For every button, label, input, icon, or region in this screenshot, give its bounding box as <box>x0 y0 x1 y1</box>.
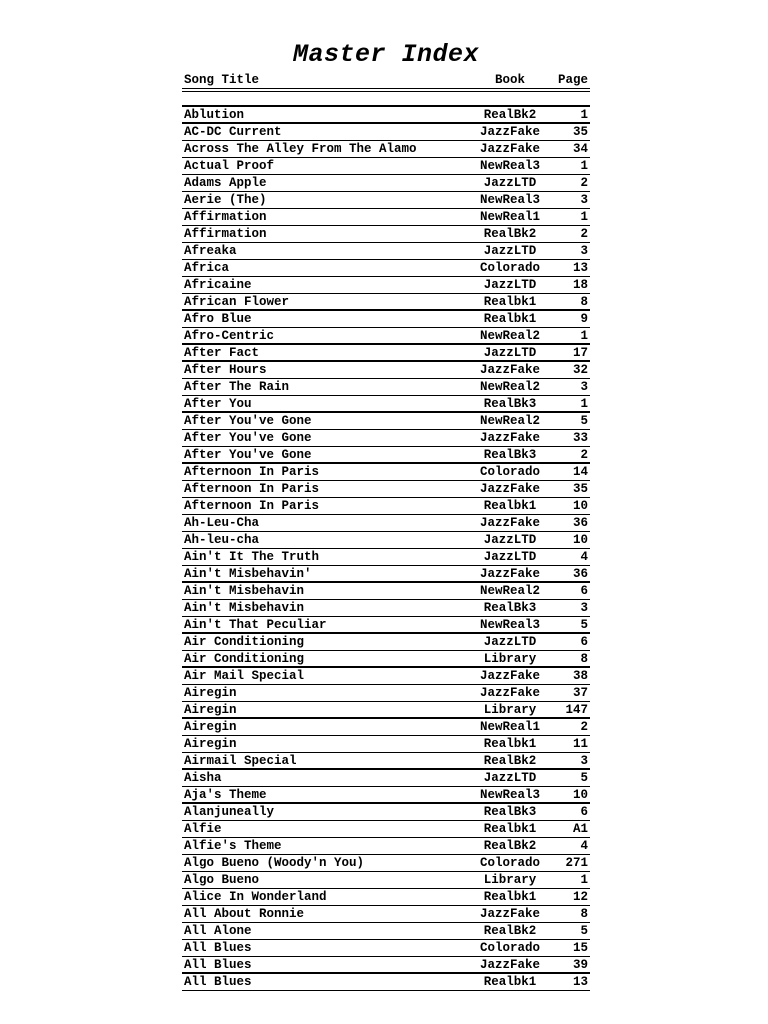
book-cell: Realbk1 <box>483 975 537 989</box>
table-row <box>182 294 590 311</box>
book-cell: JazzFake <box>479 363 540 377</box>
table-row <box>182 107 590 124</box>
page-cell: 4 <box>580 550 588 564</box>
table-row <box>182 328 590 345</box>
page-title: Master Index <box>292 40 480 69</box>
table-row <box>182 872 590 889</box>
song-title-cell: After Hours <box>184 363 267 377</box>
page-cell: 34 <box>572 142 588 156</box>
song-title-cell: Aisha <box>184 771 222 785</box>
song-title-cell: Affirmation <box>184 210 267 224</box>
page-cell: 2 <box>580 176 588 190</box>
song-title-cell: Alfie <box>184 822 222 836</box>
table-row <box>182 226 590 243</box>
song-title-cell: Ain't Misbehavin' <box>184 567 312 581</box>
page-cell: 3 <box>580 193 588 207</box>
page-cell: 36 <box>572 567 588 581</box>
book-cell: Realbk1 <box>483 312 537 326</box>
table-row <box>182 481 590 498</box>
page-cell: 6 <box>580 584 588 598</box>
song-title-cell: Adams Apple <box>184 176 267 190</box>
book-cell: JazzFake <box>479 431 540 445</box>
book-cell: Realbk1 <box>483 890 537 904</box>
page-cell: 39 <box>572 958 588 972</box>
book-cell: NewReal3 <box>479 193 540 207</box>
song-title-cell: All About Ronnie <box>184 907 305 921</box>
page-cell: 2 <box>580 448 588 462</box>
page-cell: 13 <box>572 975 588 989</box>
song-title-cell: Airegin <box>184 737 237 751</box>
table-row <box>182 192 590 209</box>
table-row <box>182 668 590 685</box>
table-row <box>182 532 590 549</box>
book-cell: Colorado <box>479 465 540 479</box>
song-title-cell: After You've Gone <box>184 414 312 428</box>
table-row <box>182 651 590 668</box>
song-title-cell: Algo Bueno <box>184 873 260 887</box>
song-title-cell: Across The Alley From The Alamo <box>184 142 417 156</box>
table-row <box>182 124 590 141</box>
column-header-page: Page <box>557 73 588 87</box>
table-row <box>182 974 590 991</box>
song-title-cell: Air Conditioning <box>184 635 305 649</box>
page-cell: 37 <box>572 686 588 700</box>
page-cell: 15 <box>572 941 588 955</box>
table-row <box>182 158 590 175</box>
song-title-cell: Ain't It The Truth <box>184 550 320 564</box>
song-title-cell: After You've Gone <box>184 431 312 445</box>
song-title-cell: Airegin <box>184 720 237 734</box>
book-cell: JazzLTD <box>483 550 537 564</box>
table-row <box>182 277 590 294</box>
song-title-cell: Alfie's Theme <box>184 839 282 853</box>
book-cell: Realbk1 <box>483 822 537 836</box>
book-cell: RealBk2 <box>483 839 537 853</box>
book-cell: JazzFake <box>479 567 540 581</box>
page-cell: 2 <box>580 227 588 241</box>
page-cell: 6 <box>580 805 588 819</box>
book-cell: Realbk1 <box>483 295 537 309</box>
book-cell: JazzFake <box>479 669 540 683</box>
table-row <box>182 498 590 515</box>
song-title-cell: Air Mail Special <box>184 669 305 683</box>
song-title-cell: Airegin <box>184 686 237 700</box>
page-cell: 2 <box>580 720 588 734</box>
table-row <box>182 634 590 651</box>
page-cell: 6 <box>580 635 588 649</box>
index-page <box>182 38 590 991</box>
page-cell: 1 <box>580 397 588 411</box>
song-title-cell: AC-DC Current <box>184 125 282 139</box>
song-title-cell: After The Rain <box>184 380 290 394</box>
table-row <box>182 260 590 277</box>
book-cell: RealBk2 <box>483 754 537 768</box>
book-cell: JazzFake <box>479 907 540 921</box>
page-cell: 4 <box>580 839 588 853</box>
song-title-cell: Africaine <box>184 278 252 292</box>
song-title-cell: All Blues <box>184 958 252 972</box>
table-row <box>182 209 590 226</box>
book-cell: NewReal3 <box>479 159 540 173</box>
table-row <box>182 413 590 430</box>
table-row <box>182 685 590 702</box>
page-cell: 10 <box>572 788 588 802</box>
song-title-cell: Alice In Wonderland <box>184 890 327 904</box>
table-row <box>182 396 590 413</box>
page-cell: 5 <box>580 414 588 428</box>
table-row <box>182 702 590 719</box>
book-cell: NewReal2 <box>479 414 540 428</box>
book-cell: Colorado <box>479 941 540 955</box>
song-title-cell: Algo Bueno (Woody'n You) <box>184 856 365 870</box>
page-cell: 8 <box>580 652 588 666</box>
page-cell: 3 <box>580 244 588 258</box>
table-row <box>182 787 590 804</box>
page-cell: 33 <box>572 431 588 445</box>
song-title-cell: All Blues <box>184 975 252 989</box>
page-cell: 10 <box>572 499 588 513</box>
song-title-cell: Afro-Centric <box>184 329 275 343</box>
table-row <box>182 447 590 464</box>
page-cell: 1 <box>580 210 588 224</box>
table-row <box>182 838 590 855</box>
page-cell: 8 <box>580 907 588 921</box>
page-cell: 13 <box>572 261 588 275</box>
page-cell: 1 <box>580 108 588 122</box>
table-row <box>182 362 590 379</box>
table-row <box>182 430 590 447</box>
table-row <box>182 804 590 821</box>
song-title-cell: African Flower <box>184 295 290 309</box>
book-cell: JazzLTD <box>483 278 537 292</box>
song-title-cell: Actual Proof <box>184 159 275 173</box>
page-cell: 10 <box>572 533 588 547</box>
song-title-cell: All Alone <box>184 924 252 938</box>
book-cell: JazzFake <box>479 516 540 530</box>
header-spacer <box>182 92 590 105</box>
book-cell: RealBk3 <box>483 397 537 411</box>
table-row <box>182 719 590 736</box>
song-title-cell: After You've Gone <box>184 448 312 462</box>
song-title-cell: Ain't Misbehavin <box>184 601 305 615</box>
song-title-cell: Alanjuneally <box>184 805 275 819</box>
table-row <box>182 566 590 583</box>
table-row <box>182 821 590 838</box>
book-cell: NewReal1 <box>479 720 540 734</box>
page-cell: 11 <box>572 737 588 751</box>
page-cell: 271 <box>565 856 588 870</box>
book-cell: JazzLTD <box>483 244 537 258</box>
song-title-cell: Africa <box>184 261 230 275</box>
table-row <box>182 141 590 158</box>
book-cell: NewReal3 <box>479 788 540 802</box>
song-title-cell: Ah-leu-cha <box>184 533 260 547</box>
book-cell: NewReal2 <box>479 584 540 598</box>
book-cell: Library <box>483 703 537 717</box>
book-cell: RealBk3 <box>483 805 537 819</box>
table-row <box>182 464 590 481</box>
table-row <box>182 753 590 770</box>
table-row <box>182 770 590 787</box>
song-title-cell: Ablution <box>184 108 245 122</box>
song-title-cell: After Fact <box>184 346 260 360</box>
song-title-cell: All Blues <box>184 941 252 955</box>
table-row <box>182 940 590 957</box>
page-cell: 14 <box>572 465 588 479</box>
book-cell: JazzFake <box>479 125 540 139</box>
book-cell: RealBk2 <box>483 108 537 122</box>
book-cell: NewReal3 <box>479 618 540 632</box>
table-row <box>182 889 590 906</box>
table-row <box>182 957 590 974</box>
book-cell: JazzFake <box>479 686 540 700</box>
table-row <box>182 311 590 328</box>
page-cell: 9 <box>580 312 588 326</box>
song-title-cell: Ain't Misbehavin <box>184 584 305 598</box>
page-cell: 8 <box>580 295 588 309</box>
page-cell: 3 <box>580 380 588 394</box>
book-cell: RealBk2 <box>483 227 537 241</box>
table-row <box>182 243 590 260</box>
song-title-cell: Ain't That Peculiar <box>184 618 327 632</box>
book-cell: NewReal1 <box>479 210 540 224</box>
book-cell: JazzFake <box>479 482 540 496</box>
book-cell: RealBk2 <box>483 924 537 938</box>
page-cell: 12 <box>572 890 588 904</box>
table-row <box>182 600 590 617</box>
song-title-cell: Afro Blue <box>184 312 252 326</box>
page-cell: 1 <box>580 329 588 343</box>
song-title-cell: Aerie (The) <box>184 193 267 207</box>
table-row <box>182 617 590 634</box>
table-row <box>182 345 590 362</box>
page-cell: 35 <box>572 482 588 496</box>
column-header-song-title: Song Title <box>184 73 260 87</box>
book-cell: Realbk1 <box>483 499 537 513</box>
song-title-cell: Airmail Special <box>184 754 297 768</box>
page-cell: 36 <box>572 516 588 530</box>
page-cell: 1 <box>580 159 588 173</box>
book-cell: JazzLTD <box>483 346 537 360</box>
book-cell: JazzLTD <box>483 635 537 649</box>
table-row <box>182 736 590 753</box>
page-cell: 3 <box>580 601 588 615</box>
book-cell: JazzFake <box>479 958 540 972</box>
song-title-cell: Ah-Leu-Cha <box>184 516 260 530</box>
book-cell: Library <box>483 873 537 887</box>
table-row <box>182 583 590 600</box>
table-row <box>182 923 590 940</box>
song-title-cell: Affirmation <box>184 227 267 241</box>
table-row <box>182 515 590 532</box>
book-cell: RealBk3 <box>483 601 537 615</box>
book-cell: Realbk1 <box>483 737 537 751</box>
book-cell: NewReal2 <box>479 329 540 343</box>
page-cell: 5 <box>580 924 588 938</box>
page-cell: 147 <box>565 703 588 717</box>
page-cell: 3 <box>580 754 588 768</box>
page-cell: A1 <box>572 822 588 836</box>
book-cell: JazzFake <box>479 142 540 156</box>
table-row <box>182 906 590 923</box>
table-row <box>182 175 590 192</box>
page-cell: 32 <box>572 363 588 377</box>
page-cell: 5 <box>580 771 588 785</box>
page-cell: 35 <box>572 125 588 139</box>
table-row <box>182 379 590 396</box>
book-cell: JazzLTD <box>483 771 537 785</box>
song-title-cell: After You <box>184 397 252 411</box>
song-title-cell: Afternoon In Paris <box>184 465 320 479</box>
page-cell: 38 <box>572 669 588 683</box>
song-title-cell: Air Conditioning <box>184 652 305 666</box>
book-cell: Colorado <box>479 261 540 275</box>
table-row <box>182 549 590 566</box>
song-title-cell: Afternoon In Paris <box>184 499 320 513</box>
book-cell: RealBk3 <box>483 448 537 462</box>
song-title-cell: Afternoon In Paris <box>184 482 320 496</box>
book-cell: JazzLTD <box>483 533 537 547</box>
table-row <box>182 855 590 872</box>
song-index-table <box>182 105 590 991</box>
book-cell: NewReal2 <box>479 380 540 394</box>
page-cell: 1 <box>580 873 588 887</box>
column-header-row <box>182 72 590 89</box>
song-title-cell: Afreaka <box>184 244 237 258</box>
song-title-cell: Aja's Theme <box>184 788 267 802</box>
page-cell: 17 <box>572 346 588 360</box>
book-cell: Colorado <box>479 856 540 870</box>
page-cell: 18 <box>572 278 588 292</box>
column-header-book: Book <box>494 73 525 87</box>
book-cell: Library <box>483 652 537 666</box>
page-cell: 5 <box>580 618 588 632</box>
book-cell: JazzLTD <box>483 176 537 190</box>
song-title-cell: Airegin <box>184 703 237 717</box>
